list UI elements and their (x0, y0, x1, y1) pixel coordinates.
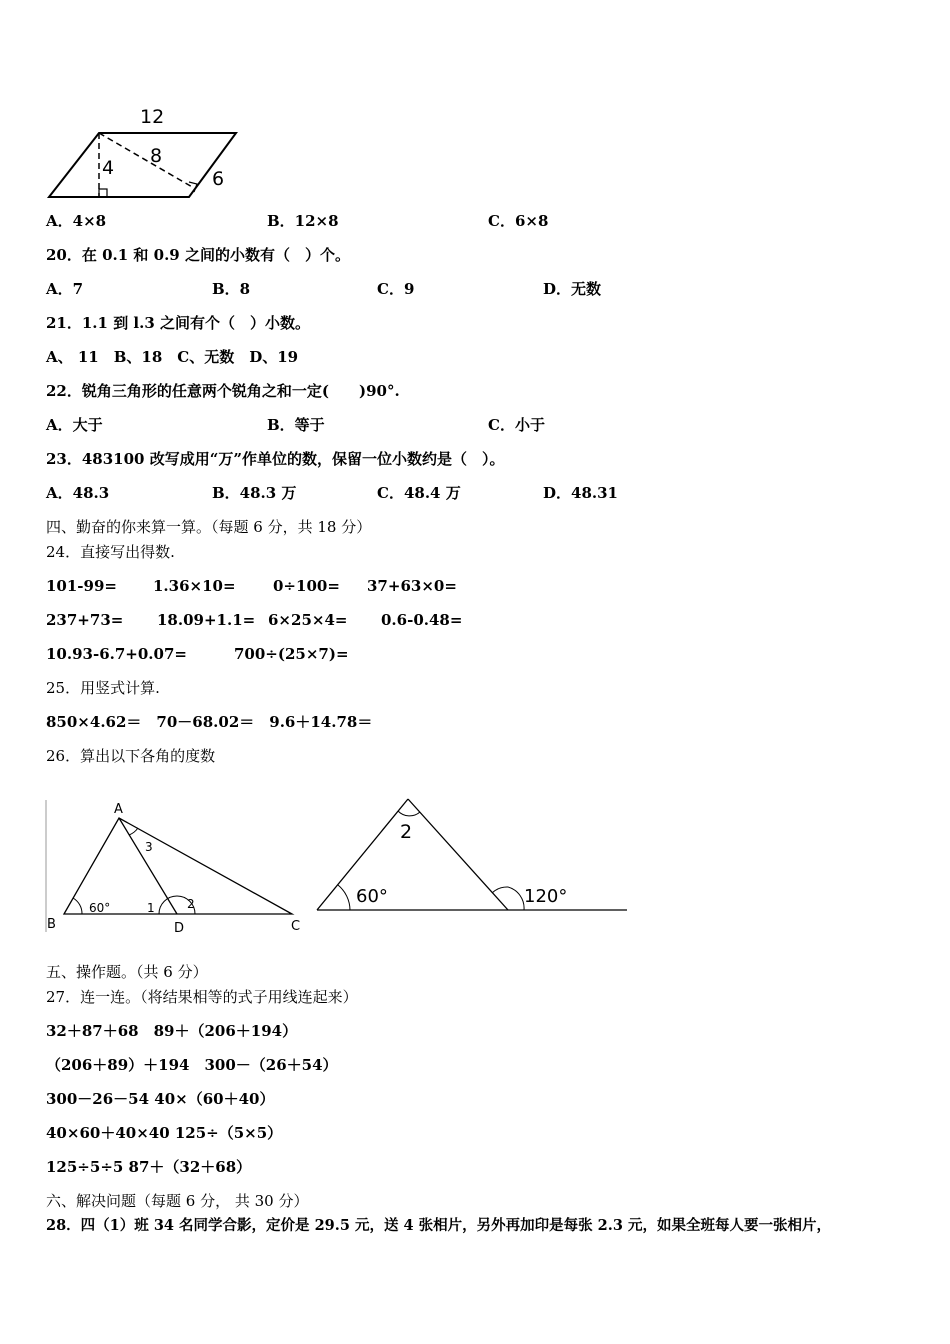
angle-3-arc (129, 828, 138, 835)
q27-row: 125÷5÷5 87＋（32＋68） (46, 1158, 252, 1176)
segment-ad (119, 818, 177, 914)
angle-b-arc (73, 898, 82, 914)
right-angle-mark (99, 189, 107, 197)
triangle-abc (64, 818, 292, 914)
label-2: 2 (400, 821, 413, 843)
label-60: 60° (356, 886, 388, 907)
q24-item: 6×25×4= (268, 611, 348, 629)
q27-row: （206＋89）＋194 300－（26＋54） (46, 1056, 338, 1074)
q19-option-b: B．12×8 (267, 212, 339, 230)
top-angle-arc (398, 811, 420, 816)
right-side (408, 799, 508, 910)
section-5-heading: 五、操作题。（共 6 分） (46, 963, 208, 981)
label-60: 60° (89, 901, 111, 915)
q20-text: 20．在 0.1 和 0.9 之间的小数有（ ）个。 (46, 246, 350, 264)
q21-options: A、 11 B、18 C、无数 D、19 (46, 348, 299, 366)
label-b: B (47, 917, 56, 932)
label-1: 1 (147, 901, 155, 915)
q28-text: 28．四（1）班 34 名同学合影，定价是 29.5 元，送 4 张相片，另外再加印是每张 2.3 元，如果全班每人要一张相片， (46, 1217, 831, 1234)
q19-option-c: C．6×8 (488, 212, 549, 230)
q23-option-b: B．48.3 万 (212, 484, 297, 502)
q25-items: 850×4.62＝ 70－68.02＝ 9.6＋14.78＝ (46, 713, 373, 731)
q27-row: 32＋87＋68 89＋（206＋194） (46, 1022, 298, 1040)
label-120: 120° (524, 886, 568, 907)
label-4: 4 (102, 157, 115, 179)
q27-row: 300－26－54 40×（60＋40） (46, 1090, 275, 1108)
section-4-heading: 四、勤奋的你来算一算。（每题 6 分，共 18 分） (46, 518, 372, 536)
q24-item: 10.93-6.7+0.07= (46, 645, 187, 663)
q23-option-c: C．48.4 万 (377, 484, 461, 502)
parallelogram-outline (49, 133, 236, 197)
q22-text: 22．锐角三角形的任意两个锐角之和一定( )90°. (46, 382, 400, 400)
q24-text: 24．直接写出得数. (46, 543, 175, 561)
q24-item: 700÷(25×7)= (234, 645, 349, 663)
label-d: D (174, 921, 185, 936)
q20-option-b: B．8 (212, 280, 251, 298)
section-6-heading: 六、解决问题（每题 6 分， 共 30 分） (46, 1192, 309, 1210)
label-12: 12 (140, 106, 165, 128)
parallelogram-figure (44, 100, 254, 205)
q27-row: 40×60＋40×40 125÷（5×5） (46, 1124, 283, 1142)
q23-text: 23．483100 改写成用“万”作单位的数，保留一位小数约是（ ）。 (46, 450, 505, 468)
q24-item: 237+73= (46, 611, 124, 629)
q22-option-a: A．大于 (46, 416, 103, 434)
q20-option-d: D．无数 (543, 280, 602, 298)
q24-item: 1.36×10= (153, 577, 236, 595)
label-c: C (291, 919, 301, 934)
q20-option-c: C．9 (377, 280, 415, 298)
q20-option-a: A．7 (46, 280, 84, 298)
q27-text: 27．连一连。（将结果相等的式子用线连起来） (46, 988, 358, 1006)
q21-text: 21．1.1 到 l.3 之间有个（ ）小数。 (46, 314, 310, 332)
label-3: 3 (145, 840, 153, 854)
q24-item: 0÷100= (273, 577, 340, 595)
label-6: 6 (212, 168, 225, 190)
q19-option-a: A．4×8 (46, 212, 107, 230)
exterior-angle-figure (310, 790, 632, 922)
q24-item: 101-99= (46, 577, 117, 595)
q24-item: 18.09+1.1= (157, 611, 256, 629)
triangle-abc-figure (44, 796, 306, 938)
q26-text: 26．算出以下各角的度数 (46, 747, 216, 765)
label-8: 8 (150, 145, 163, 167)
q23-option-a: A．48.3 (46, 484, 110, 502)
q24-item: 0.6-0.48= (381, 611, 463, 629)
q25-text: 25．用竖式计算. (46, 679, 160, 697)
q23-option-d: D．48.31 (543, 484, 618, 502)
label-2: 2 (187, 897, 195, 911)
q24-item: 37+63×0= (367, 577, 457, 595)
q22-option-c: C．小于 (488, 416, 545, 434)
left-angle-arc (338, 885, 350, 910)
q22-option-b: B．等于 (267, 416, 325, 434)
label-a: A (114, 802, 123, 817)
